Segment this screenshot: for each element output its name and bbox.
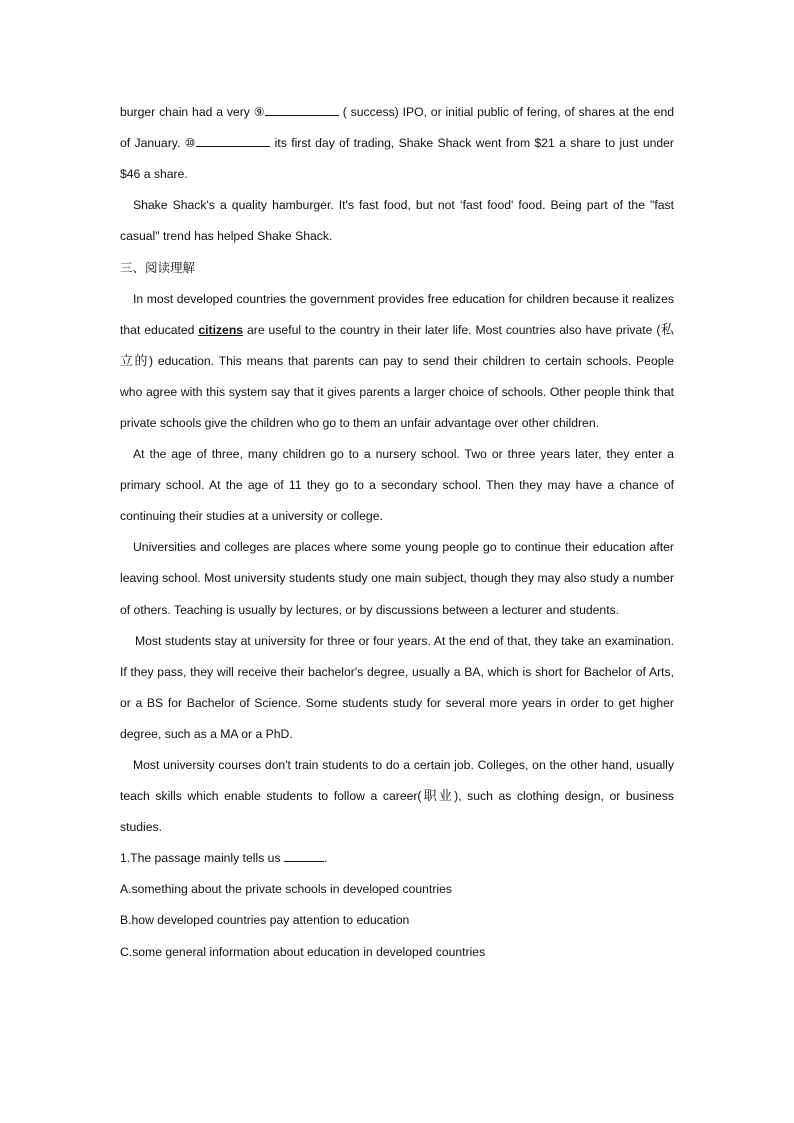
- option-a: A.something about the private schools in developed countries: [120, 882, 452, 897]
- text-run: Most university courses don't train students to do a certain job. Colleges, on the other hand, usually teach skills which enable students to follow a career(: [120, 757, 674, 804]
- text-run: In most developed countries the government provides free education for children because it realizes that educated: [120, 291, 674, 337]
- reading-paragraph-5: [120, 750, 674, 843]
- answer-blank-10: [196, 132, 270, 147]
- text-run: ) education. This means that parents can pay to send their children to certain schools. People who agree with this system say that it gives parents a larger choice of schools. Other people think that private schools give the children who go to them an unfair advantage over other children.: [120, 353, 674, 430]
- passage-paragraph-1: [120, 97, 674, 190]
- reading-paragraph-4: Most students stay at university for three or four years. At the end of that, they take an examination. If they pass, they will receive their bachelor's degree, usually a BA, which is short for Bachelor of Arts, or a BS for Bachelor of Science. Some students study for several more years in order to get higher degree, such as a MA or a PhD.: [120, 633, 674, 741]
- key-word: citizens: [198, 322, 244, 337]
- answer-blank-9: [265, 101, 339, 116]
- text-run: ( success) IPO, or initial public of fering, of shares at the end of January.: [120, 105, 675, 151]
- passage-paragraph-2: Shake Shack's a quality hamburger. It's fast food, but not ‘fast food' food. Being part of the "fast casual" trend has helped Shake Shack.: [120, 198, 674, 244]
- option-b: B.how developed countries pay attention to education: [120, 913, 410, 928]
- option-c: C.some general information about education in developed countries: [120, 944, 486, 959]
- chinese-gloss: 职业: [421, 789, 455, 805]
- text-run: its first day of trading, Shake Shack went from $21 a share to just under $46 a share.: [120, 136, 674, 182]
- chinese-gloss: 私立的: [120, 322, 675, 369]
- text-run: are useful to the country in their later life. Most countries also have private (: [243, 322, 661, 337]
- text-run: 1.The passage mainly tells us: [120, 851, 284, 866]
- question-answer-blank: [284, 847, 324, 862]
- reading-paragraph-3: Universities and colleges are places where some young people go to continue their education after leaving school. Most university students study one main subject, though they may also study a number of others. Teaching is usually by lectures, or by discussions between a lecturer and students.: [120, 540, 674, 617]
- reading-paragraph-2: At the age of three, many children go to a nursery school. Two or three years later, they enter a primary school. At the age of 11 they go to a secondary school. Then they may have a chance of continuing their studies at a university or college.: [120, 447, 674, 524]
- question-stem: [120, 843, 674, 874]
- blank-number-9: ⑨: [253, 105, 265, 119]
- reading-paragraph-1: [120, 284, 674, 439]
- text-run: ), such as clothing design, or business studies.: [120, 789, 674, 835]
- text-run: .: [323, 851, 328, 866]
- text-run: burger chain had a very: [120, 105, 254, 119]
- section-title: 三、阅读理解: [120, 260, 196, 276]
- document-page: [120, 97, 674, 968]
- blank-number-10: ⑩: [184, 136, 197, 151]
